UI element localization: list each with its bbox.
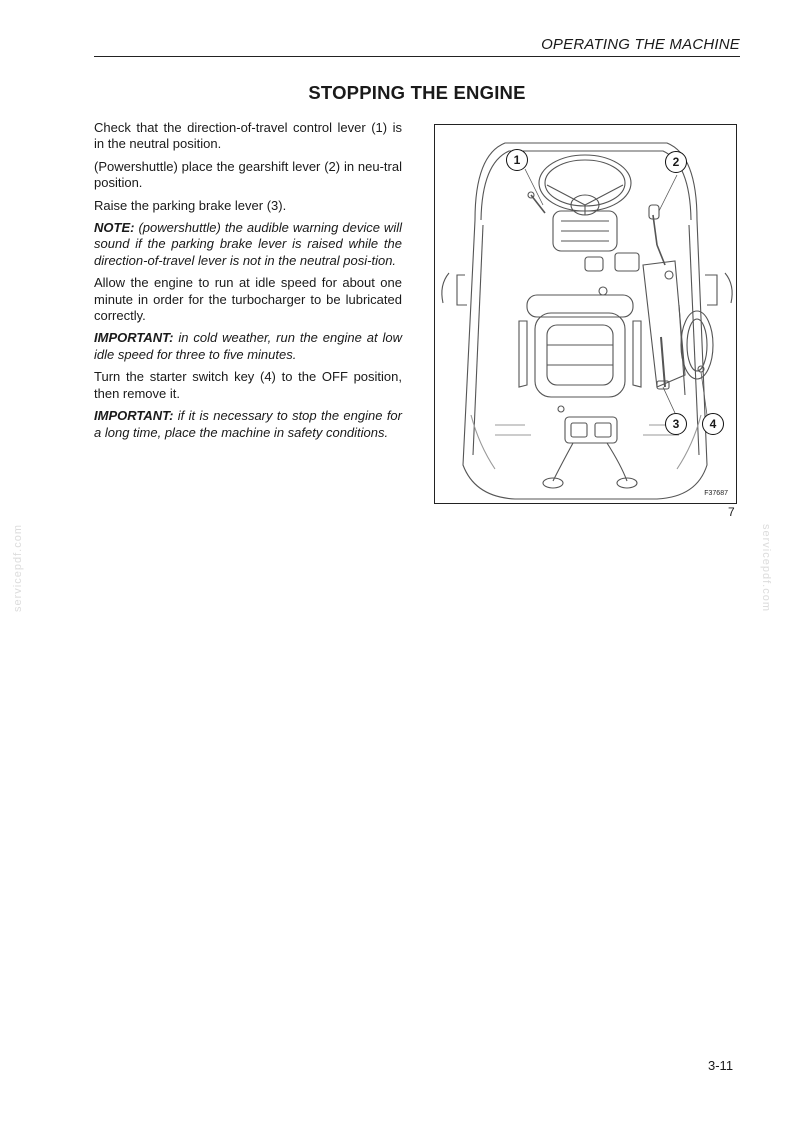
paragraph-idle-speed: Allow the engine to run at idle speed for about one minute in order for the turbocharger to be lubricated correctly. [94,275,402,324]
note-text: (powershuttle) the audible warning device will sound if the parking brake lever is raised while the direction-of-travel lever is not in the neutral posi-tion. [94,220,402,268]
paragraph-neutral-check: Check that the direction-of-travel control lever (1) is in the neutral position. [94,120,402,152]
instruction-text [94,120,402,447]
callout-3: 3 [665,413,687,435]
page-number: 3-11 [708,1058,734,1073]
paragraph-parking-brake: Raise the parking brake lever (3). [94,197,287,213]
figure-number: 7 [728,505,735,519]
page-title: STOPPING THE ENGINE [308,82,526,103]
important-text: in cold weather, run the engine at low idle speed for three to five minutes. [94,330,402,362]
important-text: if it is necessary to stop the engine for a long time, place the machine in safety conditions. [94,408,402,440]
section-header: OPERATING THE MACHINE [541,36,740,53]
important-cold-weather [94,330,402,363]
callout-2: 2 [665,151,687,173]
figure-code: F37687 [704,490,728,497]
paragraph-starter-key: Turn the starter switch key (4) to the OFF position, then remove it. [94,369,402,401]
note-lead: NOTE: [94,220,135,236]
watermark-left: servicepdf.com [11,524,24,612]
cab-interior-drawing [435,125,737,504]
note-warning-device [94,220,402,269]
paragraph-gearshift: (Powershuttle) place the gearshift lever (2) in neu-tral position. [94,158,402,191]
important-lead: IMPORTANT: [94,408,174,424]
callout-4: 4 [702,413,724,435]
watermark-right: servicepdf.com [759,524,772,612]
important-long-stop [94,408,402,441]
important-lead: IMPORTANT: [94,330,174,346]
header-rule [94,56,740,57]
callout-1: 1 [506,149,528,171]
cab-interior-figure [434,124,737,504]
